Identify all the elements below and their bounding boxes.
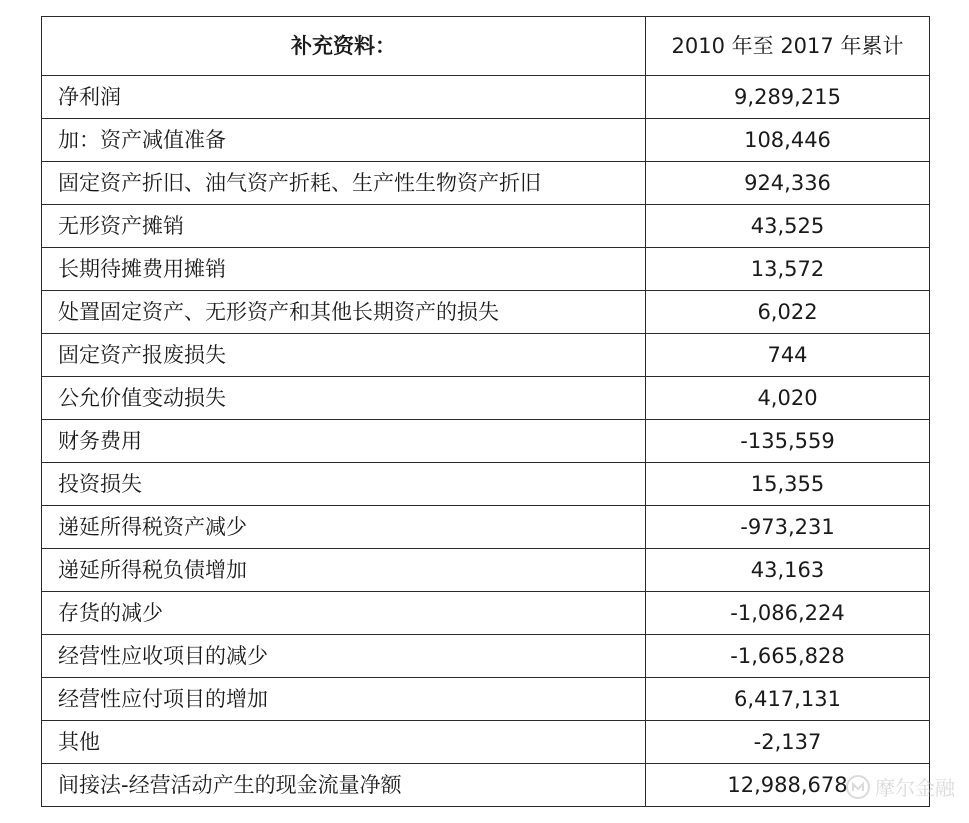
row-label: 固定资产折旧、油气资产折耗、生产性生物资产折旧 [42, 162, 646, 205]
row-label: 处置固定资产、无形资产和其他长期资产的损失 [42, 291, 646, 334]
row-value: 13,572 [646, 248, 930, 291]
row-label: 净利润 [42, 76, 646, 119]
watermark [846, 772, 955, 801]
watermark-text: 摩尔金融 [875, 776, 955, 800]
row-value: 924,336 [646, 162, 930, 205]
row-label: 递延所得税负债增加 [42, 549, 646, 592]
row-label: 无形资产摊销 [42, 205, 646, 248]
table-row [42, 377, 930, 420]
header-label: 补充资料： [42, 17, 646, 76]
row-value: -2,137 [646, 721, 930, 764]
brand-logo-icon [846, 775, 870, 799]
row-value: 744 [646, 334, 930, 377]
table-row [42, 764, 930, 807]
table-row [42, 248, 930, 291]
row-label: 递延所得税资产减少 [42, 506, 646, 549]
row-value: -1,665,828 [646, 635, 930, 678]
table-row [42, 463, 930, 506]
row-value: -135,559 [646, 420, 930, 463]
table-row [42, 334, 930, 377]
table-row [42, 635, 930, 678]
row-label: 加：资产减值准备 [42, 119, 646, 162]
table-row [42, 506, 930, 549]
row-label: 长期待摊费用摊销 [42, 248, 646, 291]
row-value: 43,525 [646, 205, 930, 248]
row-label: 存货的减少 [42, 592, 646, 635]
row-label: 投资损失 [42, 463, 646, 506]
table-row [42, 162, 930, 205]
table-row [42, 119, 930, 162]
row-label: 其他 [42, 721, 646, 764]
row-label: 固定资产报废损失 [42, 334, 646, 377]
row-label: 公允价值变动损失 [42, 377, 646, 420]
table-row [42, 420, 930, 463]
header-period: 2010 年至 2017 年累计 [646, 17, 930, 76]
row-value: 4,020 [646, 377, 930, 420]
row-value: 15,355 [646, 463, 930, 506]
table-row [42, 549, 930, 592]
table-row [42, 721, 930, 764]
row-value: 108,446 [646, 119, 930, 162]
row-label: 财务费用 [42, 420, 646, 463]
row-value: -1,086,224 [646, 592, 930, 635]
table-row [42, 592, 930, 635]
table-row [42, 76, 930, 119]
row-label: 经营性应收项目的减少 [42, 635, 646, 678]
row-value: -973,231 [646, 506, 930, 549]
row-label: 间接法-经营活动产生的现金流量净额 [42, 764, 646, 807]
supplementary-cashflow-table [41, 16, 930, 807]
row-value: 6,022 [646, 291, 930, 334]
table-header-row [42, 17, 930, 76]
row-value: 12,988,678 [646, 764, 930, 807]
row-value: 43,163 [646, 549, 930, 592]
row-value: 6,417,131 [646, 678, 930, 721]
table-row [42, 678, 930, 721]
table-row [42, 205, 930, 248]
table-row [42, 291, 930, 334]
row-value: 9,289,215 [646, 76, 930, 119]
row-label: 经营性应付项目的增加 [42, 678, 646, 721]
